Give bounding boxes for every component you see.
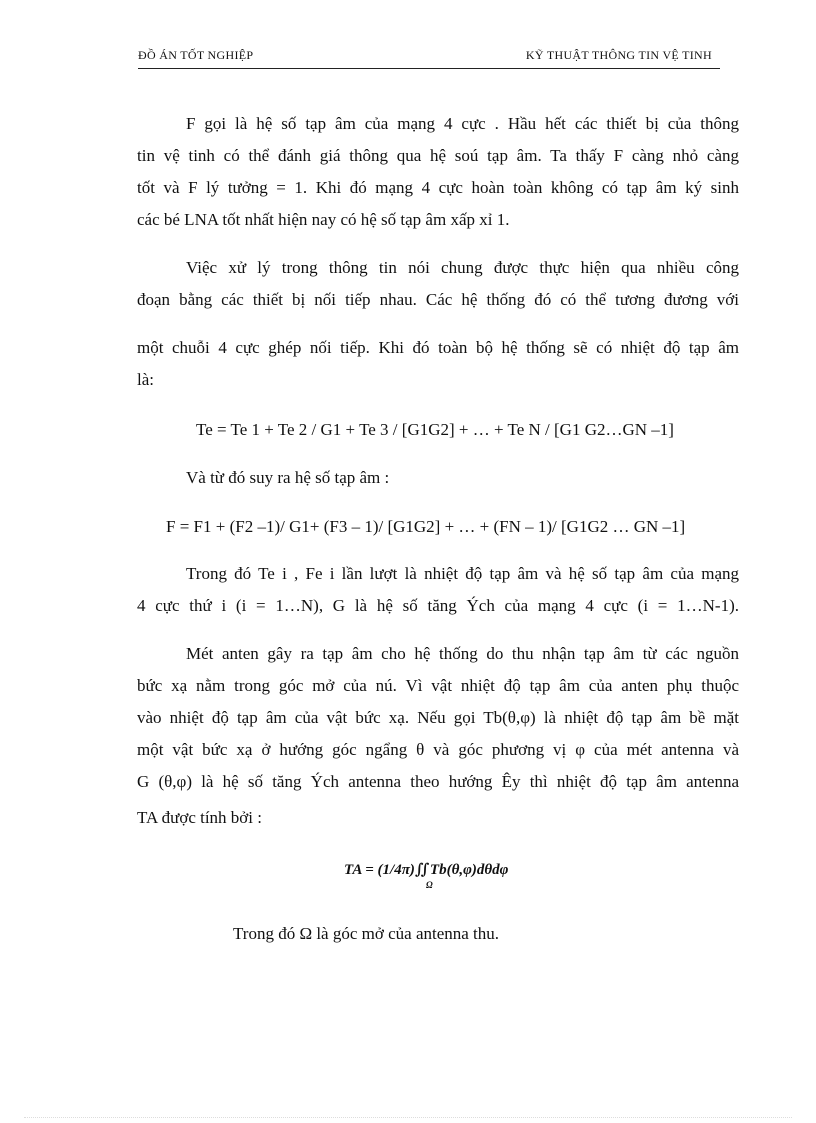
paragraph-5	[137, 644, 739, 844]
text-line: một chuỗi 4 cực ghép nối tiếp. Khi đó toàn bộ hệ thống sẽ có nhiệt độ tạp âm	[137, 338, 739, 357]
text-line: các bé LNA tốt nhất hiện nay có hệ số tạp âm xấp xỉ 1.	[137, 210, 510, 229]
paragraph-3	[137, 468, 739, 492]
text-line: G (θ,φ) là hệ số tăng Ých antenna theo hướng Êy thì nhiệt độ tạp âm antenna	[137, 772, 739, 791]
text-line: tin vệ tinh có thể đánh giá thông qua hệ soú tạp âm. Ta thấy F càng nhỏ càng	[137, 146, 739, 165]
equation-antenna-temperature	[344, 860, 509, 890]
paragraph-4	[137, 564, 739, 624]
paragraph-2	[137, 258, 739, 398]
paragraph-6	[137, 924, 739, 948]
integral-domain-label: Ω	[426, 880, 433, 890]
header-right-title: KỸ THUẬT THÔNG TIN VỆ TINH	[525, 48, 712, 62]
text-line: Và từ đó suy ra hệ số tạp âm :	[186, 468, 390, 487]
text-line: Trong đó Ω là góc mở của antenna thu.	[233, 924, 500, 943]
header-left-title: ĐỒ ÁN TỐT NGHIỆP	[138, 48, 254, 62]
text-line: Trong đó Te i , Fe i lần lượt là nhiệt độ tạp âm và hệ số tạp âm của mạng	[186, 564, 739, 583]
text-line: Việc xử lý trong thông tin nói chung được thực hiện qua nhiều công	[186, 258, 739, 277]
text-line: Mét anten gây ra tạp âm cho hệ thống do thu nhận tạp âm từ các nguồn	[186, 644, 739, 663]
text-line: đoạn bằng các thiết bị nối tiếp nhau. Các hệ thống đó có thể tương đương với	[137, 290, 739, 309]
paragraph-1	[137, 114, 739, 244]
text-line: một vật bức xạ ở hướng góc ngẩng θ và góc phương vị φ của mét antenna và	[137, 740, 739, 759]
equation-te: Te = Te 1 + Te 2 / G1 + Te 3 / [G1G2] + … + Te N / [G1 G2…GN –1]	[196, 420, 674, 439]
text-line: TA được tính bởi :	[137, 808, 262, 827]
text-line: F gọi là hệ số tạp âm của mạng 4 cực . Hầu hết các thiết bị của thông	[186, 114, 739, 133]
header-divider	[138, 68, 720, 69]
integral-expression: TA = (1/4π)∬Tb(θ,φ)dθdφ	[344, 862, 509, 878]
page-header	[138, 48, 720, 68]
text-line: bức xạ nằm trong góc mở của nú. Vì vật nhiệt độ tạp âm của anten phụ thuộc	[137, 676, 739, 695]
text-line: tốt và F lý tưởng = 1. Khi đó mạng 4 cực hoàn toàn không có tạp âm ký sinh	[137, 178, 739, 197]
equation-f: F = F1 + (F2 –1)/ G1+ (F3 – 1)/ [G1G2] + … + (FN – 1)/ [G1G2 … GN –1]	[166, 517, 686, 536]
text-line: vào nhiệt độ tạp âm của vật bức xạ. Nếu gọi Tb(θ,φ) là nhiệt độ tạp âm bề mặt	[137, 708, 739, 727]
text-line: 4 cực thứ i (i = 1…N), G là hệ số tăng Ých của mạng 4 cực (i = 1…N-1).	[137, 596, 739, 615]
page-bottom-border	[24, 1117, 792, 1118]
text-line: là:	[137, 370, 154, 389]
